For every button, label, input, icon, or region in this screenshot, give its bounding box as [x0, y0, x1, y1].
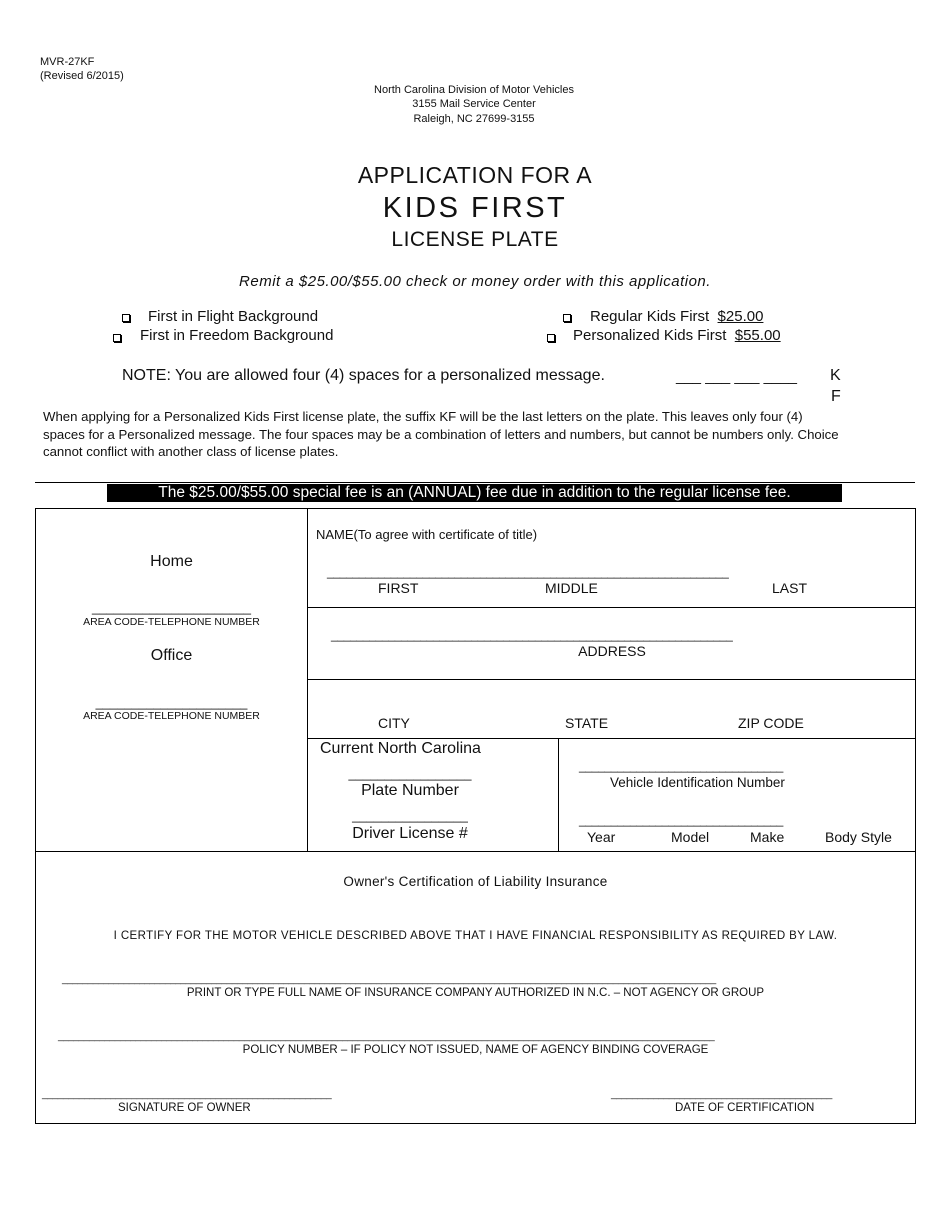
- form-id: MVR-27KF: [40, 56, 95, 68]
- title-line3: LICENSE PLATE: [391, 228, 559, 251]
- vehicle-details-field[interactable]: ________________________________: [579, 813, 783, 827]
- zip-caption: ZIP CODE: [738, 715, 804, 731]
- vin-field[interactable]: ________________________________: [579, 759, 783, 773]
- city-caption: CITY: [378, 715, 410, 731]
- note-blanks[interactable]: ___ ___ ___ ____: [676, 368, 797, 385]
- state-caption: STATE: [565, 715, 609, 731]
- insurance-company-field[interactable]: _______________________________________________________________________________________________________________________________: [62, 974, 716, 985]
- plate-number-caption: Plate Number: [361, 782, 459, 799]
- instructions-line1: When applying for a Personalized Kids First license plate, the suffix KF will be the last letters on the plate. This leaves only four (4): [43, 409, 803, 424]
- name-middle-caption: MIDDLE: [545, 580, 598, 596]
- year-caption: Year: [587, 829, 616, 845]
- name-first-caption: FIRST: [378, 580, 419, 596]
- policy-number-field[interactable]: _______________________________________________________________________________________________________________________________: [58, 1031, 715, 1042]
- insurance-certify: I CERTIFY FOR THE MOTOR VEHICLE DESCRIBED ABOVE THAT I HAVE FINANCIAL RESPONSIBILITY AS REQUIRED BY LAW.: [113, 930, 838, 942]
- address-caption: ADDRESS: [578, 643, 646, 659]
- insurance-title: Owner's Certification of Liability Insurance: [343, 874, 608, 889]
- driver-license-field[interactable]: ________________: [352, 808, 468, 823]
- option-regular: [590, 308, 763, 325]
- option-first-in-flight: First in Flight Background: [148, 308, 319, 325]
- form-revised: (Revised 6/2015): [40, 70, 124, 82]
- checkbox-regular-kids-first[interactable]: [563, 314, 571, 322]
- address-field[interactable]: _______________________________________________________________: [331, 628, 733, 642]
- policy-number-caption: POLICY NUMBER – IF POLICY NOT ISSUED, NAME OF AGENCY BINDING COVERAGE: [242, 1044, 709, 1056]
- option-regular-price: $25.00: [717, 308, 764, 325]
- annual-fee-banner: The $25.00/$55.00 special fee is an (ANNUAL) fee due in addition to the regular license fee.: [107, 484, 842, 502]
- make-caption: Make: [750, 829, 785, 845]
- agency-city: Raleigh, NC 27699-3155: [413, 113, 535, 125]
- office-phone-field[interactable]: _____________________: [95, 695, 248, 710]
- option-first-in-freedom: First in Freedom Background: [140, 327, 334, 344]
- office-label: Office: [150, 647, 193, 664]
- option-regular-label: Regular Kids First: [590, 308, 710, 325]
- home-phone-field[interactable]: ______________________: [91, 600, 252, 615]
- home-label: Home: [150, 553, 193, 570]
- agency-address: 3155 Mail Service Center: [412, 98, 536, 110]
- checkbox-first-in-flight[interactable]: [122, 314, 130, 322]
- insurance-company-caption: PRINT OR TYPE FULL NAME OF INSURANCE COMPANY AUTHORIZED IN N.C. – NOT AGENCY OR GROUP: [186, 987, 765, 999]
- form-row-divider-1: [307, 607, 916, 608]
- suffix-k: K: [830, 367, 841, 384]
- option-personalized: [573, 327, 781, 344]
- current-nc-label: Current North Carolina: [320, 740, 481, 757]
- form-row-divider-2: [307, 679, 916, 680]
- name-field[interactable]: _______________________________________________________________: [327, 565, 729, 579]
- instructions-line2: spaces for a Personalized message. The four spaces may be a combination of letters and numbers, but cannot be numbers only. Choice: [43, 427, 839, 442]
- model-caption: Model: [671, 829, 710, 845]
- form-vehicle-divider: [558, 738, 559, 851]
- checkbox-personalized-kids-first[interactable]: [547, 334, 555, 342]
- signature-caption: SIGNATURE OF OWNER: [118, 1102, 251, 1114]
- date-caption: DATE OF CERTIFICATION: [675, 1102, 815, 1114]
- signature-field[interactable]: _______________________________________________________: [42, 1089, 332, 1100]
- vin-caption: Vehicle Identification Number: [610, 775, 785, 790]
- option-personalized-label: Personalized Kids First: [573, 327, 727, 344]
- driver-license-caption: Driver License #: [352, 825, 468, 842]
- plate-number-field[interactable]: _________________: [348, 766, 472, 781]
- remit-text: Remit a $25.00/$55.00 check or money order with this application.: [239, 273, 711, 290]
- title-line1: APPLICATION FOR A: [357, 162, 593, 188]
- agency-name: North Carolina Division of Motor Vehicles: [374, 84, 574, 96]
- name-label: NAME(To agree with certificate of title): [316, 527, 538, 542]
- banner-top-rule: [35, 482, 915, 483]
- date-field[interactable]: __________________________________________: [611, 1089, 832, 1100]
- note-text: NOTE: You are allowed four (4) spaces for a personalized message.: [122, 367, 605, 384]
- option-personalized-price: $55.00: [734, 327, 781, 344]
- office-phone-caption: AREA CODE-TELEPHONE NUMBER: [83, 710, 260, 722]
- form-box-right: [915, 508, 916, 1123]
- form-box-top: [35, 508, 916, 509]
- title-line2: KIDS FIRST: [382, 192, 568, 224]
- form-row-divider-3: [307, 738, 916, 739]
- home-phone-caption: AREA CODE-TELEPHONE NUMBER: [83, 616, 260, 628]
- suffix-f: F: [831, 388, 841, 405]
- form-box-bottom: [35, 1123, 916, 1124]
- name-last-caption: LAST: [772, 580, 808, 596]
- insurance-top-rule: [35, 851, 916, 852]
- instructions-line3: cannot conflict with another class of license plates.: [43, 444, 339, 459]
- body-style-caption: Body Style: [825, 829, 892, 845]
- checkbox-first-in-freedom[interactable]: [113, 334, 121, 342]
